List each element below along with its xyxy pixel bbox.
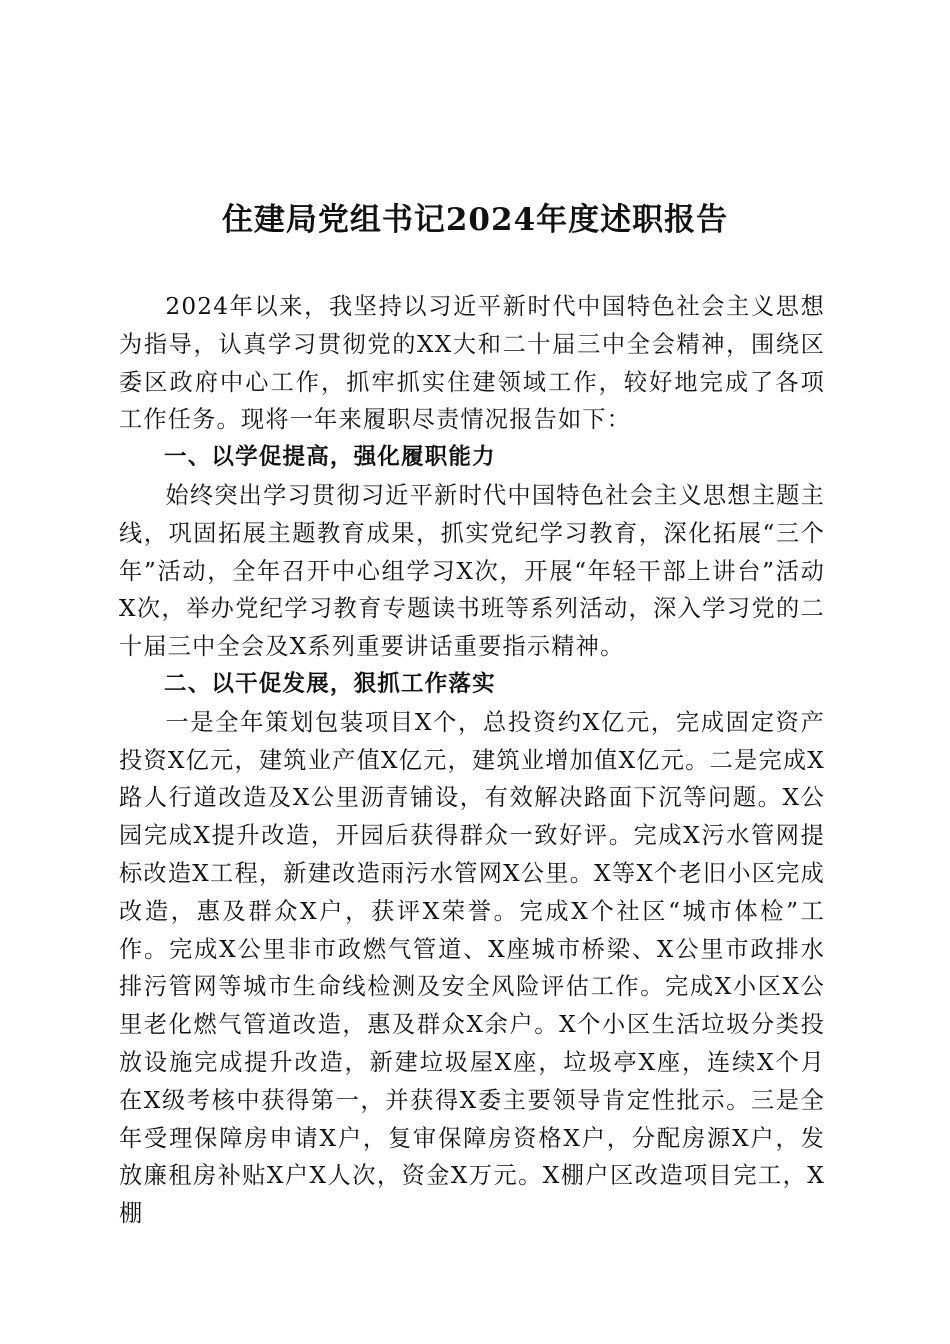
section-2-paragraph: 一是全年策划包装项目X个，总投资约X亿元，完成固定资产投资X亿元，建筑业产值X亿元，建筑业增加值X亿元。二是完成X路人行道改造及X公里沥青铺设，有效解决路面下沉等问题。X公园完成X提升改造，开园后获得群众一致好评。完成X污水管网提标改造X工程，新建改造雨污水管网X公里。X等X个老旧小区完成改造，惠及群众X户，获评X荣誉。完成X个社区“城市体检”工作。完成X公里非市政燃气管道、X座城市桥梁、X公里市政排水排污管网等城市生命线检测及安全风险评估工作。完成X小区X公里老化燃气管道改造，惠及群众X余户。X个小区生活垃圾分类投放设施完成提升改造，新建垃圾屋X座，垃圾亭X座，连续X个月在X级考核中获得第一，并获得X委主要领导肯定性批示。三是全年受理保障房申请X户，复审保障房资格X户，分配房源X户，发放廉租房补贴X户X人次，资金X万元。X棚户区改造项目完工，X棚 [119, 708, 825, 1228]
section-heading-2: 二、以干促发展，狠抓工作落实 [164, 670, 496, 697]
section-1-paragraph: 始终突出学习贯彻习近平新时代中国特色社会主义思想主题主线，巩固拓展主题教育成果，抓实党纪学习教育，深化拓展“三个年”活动，全年召开中心组学习X次，开展“年轻干部上讲台”活动X次，举办党纪学习教育专题读书班等系列活动，深入学习党的二十届三中全会及X系列重要讲话重要指示精神。 [119, 481, 825, 661]
section-heading-1: 一、以学促提高，强化履职能力 [164, 444, 496, 471]
document-title: 住建局党组书记2024年度述职报告 [221, 202, 729, 238]
document-body [119, 288, 825, 1233]
intro-paragraph: 2024年以来，我坚持以习近平新时代中国特色社会主义思想为指导，认真学习贯彻党的XX大和二十届三中全会精神，围绕区委区政府中心工作，抓牢抓实住建领域工作，较好地完成了各项工作任务。现将一年来履职尽责情况报告如下： [119, 293, 825, 434]
